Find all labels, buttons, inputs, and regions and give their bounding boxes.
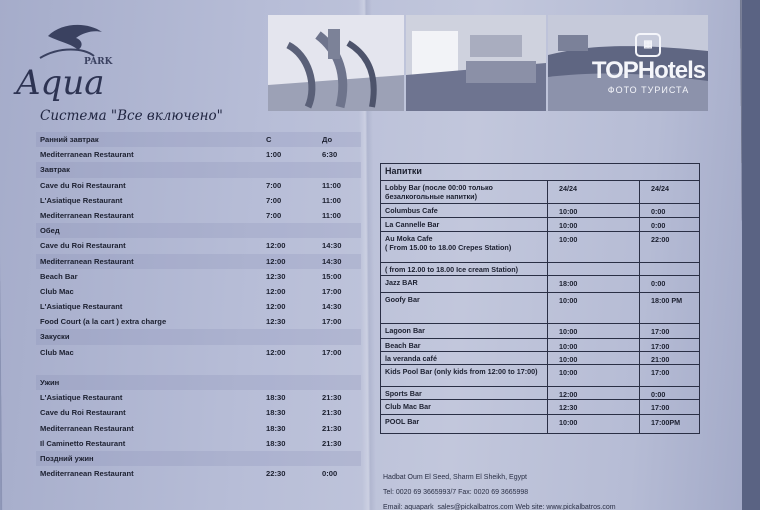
bar-name: Jazz BAR: [385, 278, 418, 287]
schedule-row: [36, 162, 361, 177]
schedule-row: [36, 284, 361, 299]
open-time: 18:30: [266, 438, 286, 448]
watermark-sub: ФОТО ТУРИСТА: [607, 85, 690, 95]
open-time: 12:00: [266, 241, 286, 251]
close-time: 17:00: [322, 347, 342, 357]
meal-schedule-table: [36, 132, 361, 481]
schedule-row: [36, 147, 361, 162]
bar-name: Sports Bar: [385, 389, 422, 398]
open-time: 18:30: [266, 393, 286, 403]
background-edge: [742, 0, 760, 510]
close-time: 21:30: [322, 438, 342, 448]
venue-name: Il Caminetto Restaurant: [40, 438, 126, 448]
close-time: 18:00 PM: [651, 296, 683, 305]
venue-name: L'Asiatique Restaurant: [40, 393, 123, 403]
open-time: 22:30: [266, 469, 286, 479]
schedule-row: [36, 329, 361, 344]
open-time: 10:00: [559, 296, 578, 305]
close-time: 21:30: [322, 408, 342, 418]
open-time: 18:00: [559, 279, 578, 288]
open-time: 12:00: [266, 347, 286, 357]
venue-name: Cave du Roi Restaurant: [40, 180, 126, 190]
schedule-row: [36, 451, 361, 466]
close-time: До: [322, 135, 333, 144]
schedule-row: [36, 436, 361, 451]
schedule-row: [36, 238, 361, 253]
watermark-brand: TOPHotels: [591, 57, 706, 84]
venue-name: Ранний завтрак: [40, 135, 99, 144]
open-time: 10:00: [559, 368, 578, 377]
open-time: 10:00: [559, 418, 578, 427]
drinks-row: [381, 263, 699, 276]
venue-name: L'Asiatique Restaurant: [40, 302, 123, 312]
bar-name: Beach Bar: [385, 341, 421, 350]
venue-name: L'Asiatique Restaurant: [40, 195, 123, 205]
schedule-row: [36, 178, 361, 193]
venue-name: Club Mac: [40, 347, 74, 357]
drinks-row: [381, 232, 699, 263]
close-time: 17:00: [322, 317, 342, 327]
close-time: 17:00: [651, 342, 670, 351]
open-time: 12:30: [266, 271, 286, 281]
schedule-row: [36, 390, 361, 405]
open-time: 10:00: [559, 207, 578, 216]
open-time: 10:00: [559, 342, 578, 351]
room-photo: [406, 15, 546, 111]
open-time: 1:00: [266, 150, 282, 160]
venue-name: Ужин: [40, 378, 60, 387]
venue-name: Club Mac: [40, 286, 74, 296]
bar-name: Goofy Bar: [385, 295, 420, 304]
close-time: 21:30: [322, 393, 342, 403]
venue-name: Mediterranean Restaurant: [40, 256, 134, 266]
open-time: 12:30: [559, 403, 578, 412]
open-time: 7:00: [266, 195, 282, 205]
venue-name: Mediterranean Restaurant: [40, 469, 134, 479]
close-time: 0:00: [651, 390, 666, 399]
open-time: 10:00: [559, 327, 578, 336]
drinks-row: [381, 339, 699, 352]
schedule-row: [36, 345, 361, 360]
schedule-row: [36, 193, 361, 208]
schedule-row: [36, 466, 361, 481]
open-time: 10:00: [559, 235, 578, 244]
schedule-row: [36, 421, 361, 436]
close-time: 17:00: [651, 403, 670, 412]
open-time: С: [266, 135, 272, 144]
open-time: 18:30: [266, 423, 286, 433]
venue-name: Cave du Roi Restaurant: [40, 408, 126, 418]
schedule-row: [36, 405, 361, 420]
close-time: 14:30: [322, 241, 342, 251]
close-time: 0:00: [651, 279, 666, 288]
drinks-row: [381, 324, 699, 339]
close-time: 21:30: [322, 423, 342, 433]
bar-name: la veranda café: [385, 354, 437, 363]
open-time: 24/24: [559, 184, 577, 193]
aqua-park-logo: [10, 18, 170, 103]
bar-name: Lobby Bar (после 00:00 только безалкогольные напитки): [385, 183, 493, 201]
drinks-row: [381, 387, 699, 400]
bar-name: Au Moka Cafe ( From 15.00 to 18.00 Crepes Station): [385, 234, 512, 252]
venue-name: Mediterranean Restaurant: [40, 150, 134, 160]
close-time: 15:00: [322, 271, 342, 281]
close-time: 6:30: [322, 150, 338, 160]
schedule-row: [36, 132, 361, 147]
drinks-row: [381, 352, 699, 365]
venue-name: Mediterranean Restaurant: [40, 423, 134, 433]
open-time: 10:00: [559, 355, 578, 364]
drinks-row: [381, 218, 699, 232]
drinks-title: Напитки: [385, 166, 422, 176]
close-time: 17:00PM: [651, 418, 681, 427]
page-title: Система "Все включено": [40, 108, 223, 124]
venue-name: Обед: [40, 226, 60, 236]
schedule-row: [36, 254, 361, 269]
drinks-row: [381, 293, 699, 324]
schedule-row: [36, 223, 361, 238]
close-time: 17:00: [651, 368, 670, 377]
venue-name: Закуски: [40, 332, 70, 342]
hotel-icon: ▦: [635, 33, 661, 57]
schedule-row: [36, 375, 361, 390]
footer-phones: Tel: 0020 69 3665993/7 Fax: 0020 69 3665998: [383, 489, 529, 496]
venue-name: Завтрак: [40, 165, 70, 175]
open-time: 18:30: [266, 408, 286, 418]
drinks-row: [381, 181, 699, 204]
schedule-row: [36, 269, 361, 284]
close-time: 11:00: [322, 180, 342, 190]
venue-name: Beach Bar: [40, 271, 78, 281]
open-time: 12:00: [266, 286, 286, 296]
schedule-row: [36, 314, 361, 329]
logo-small-text: PARK: [84, 57, 113, 67]
drinks-row: [381, 204, 699, 218]
close-time: 21:00: [651, 355, 670, 364]
footer-email: Email: aquapark_sales@pickalbatros.com Web site: www.pickalbatros.com: [383, 504, 616, 510]
tophotels-watermark: [586, 26, 711, 95]
open-time: 12:30: [266, 317, 286, 327]
venue-name: Cave du Roi Restaurant: [40, 241, 126, 251]
drinks-row: [381, 276, 699, 293]
close-time: 17:00: [651, 327, 670, 336]
venue-name: Food Court (a la cart ) extra charge: [40, 317, 167, 327]
bar-name: Kids Pool Bar (only kids from 12:00 to 17:00): [385, 367, 538, 376]
waterpark-photo: [268, 15, 404, 111]
close-time: 24/24: [651, 184, 669, 193]
venue-name: Mediterranean Restaurant: [40, 210, 134, 220]
close-time: 22:00: [651, 235, 670, 244]
drinks-table-header: [381, 164, 699, 181]
bar-name: POOL Bar: [385, 417, 420, 426]
footer-address: Hadbat Oum El Seed, Sharm El Sheikh, Egypt: [383, 474, 527, 481]
open-time: 12:00: [559, 390, 578, 399]
drinks-row: [381, 365, 699, 387]
schedule-row: [36, 360, 361, 375]
close-time: 11:00: [322, 210, 342, 220]
close-time: 0:00: [651, 221, 666, 230]
open-time: 7:00: [266, 210, 282, 220]
open-time: 7:00: [266, 180, 282, 190]
bar-name: Club Mac Bar: [385, 402, 431, 411]
schedule-row: [36, 299, 361, 314]
close-time: 14:30: [322, 256, 342, 266]
logo-text: Aqua: [16, 63, 105, 103]
close-time: 11:00: [322, 195, 342, 205]
bar-name: La Cannelle Bar: [385, 220, 440, 229]
bar-name: Lagoon Bar: [385, 326, 425, 335]
bar-name: Columbus Cafe: [385, 206, 438, 215]
schedule-row: [36, 208, 361, 223]
close-time: 0:00: [651, 207, 666, 216]
drinks-row: [381, 415, 699, 434]
bar-name: ( from 12.00 to 18.00 Ice cream Station): [385, 265, 519, 274]
open-time: 12:00: [266, 256, 286, 266]
venue-name: Поздний ужин: [40, 453, 94, 463]
drinks-table: [380, 163, 700, 434]
close-time: 17:00: [322, 286, 342, 296]
open-time: 10:00: [559, 221, 578, 230]
drinks-row: [381, 400, 699, 415]
close-time: 0:00: [322, 469, 338, 479]
close-time: 14:30: [322, 302, 342, 312]
open-time: 12:00: [266, 302, 286, 312]
